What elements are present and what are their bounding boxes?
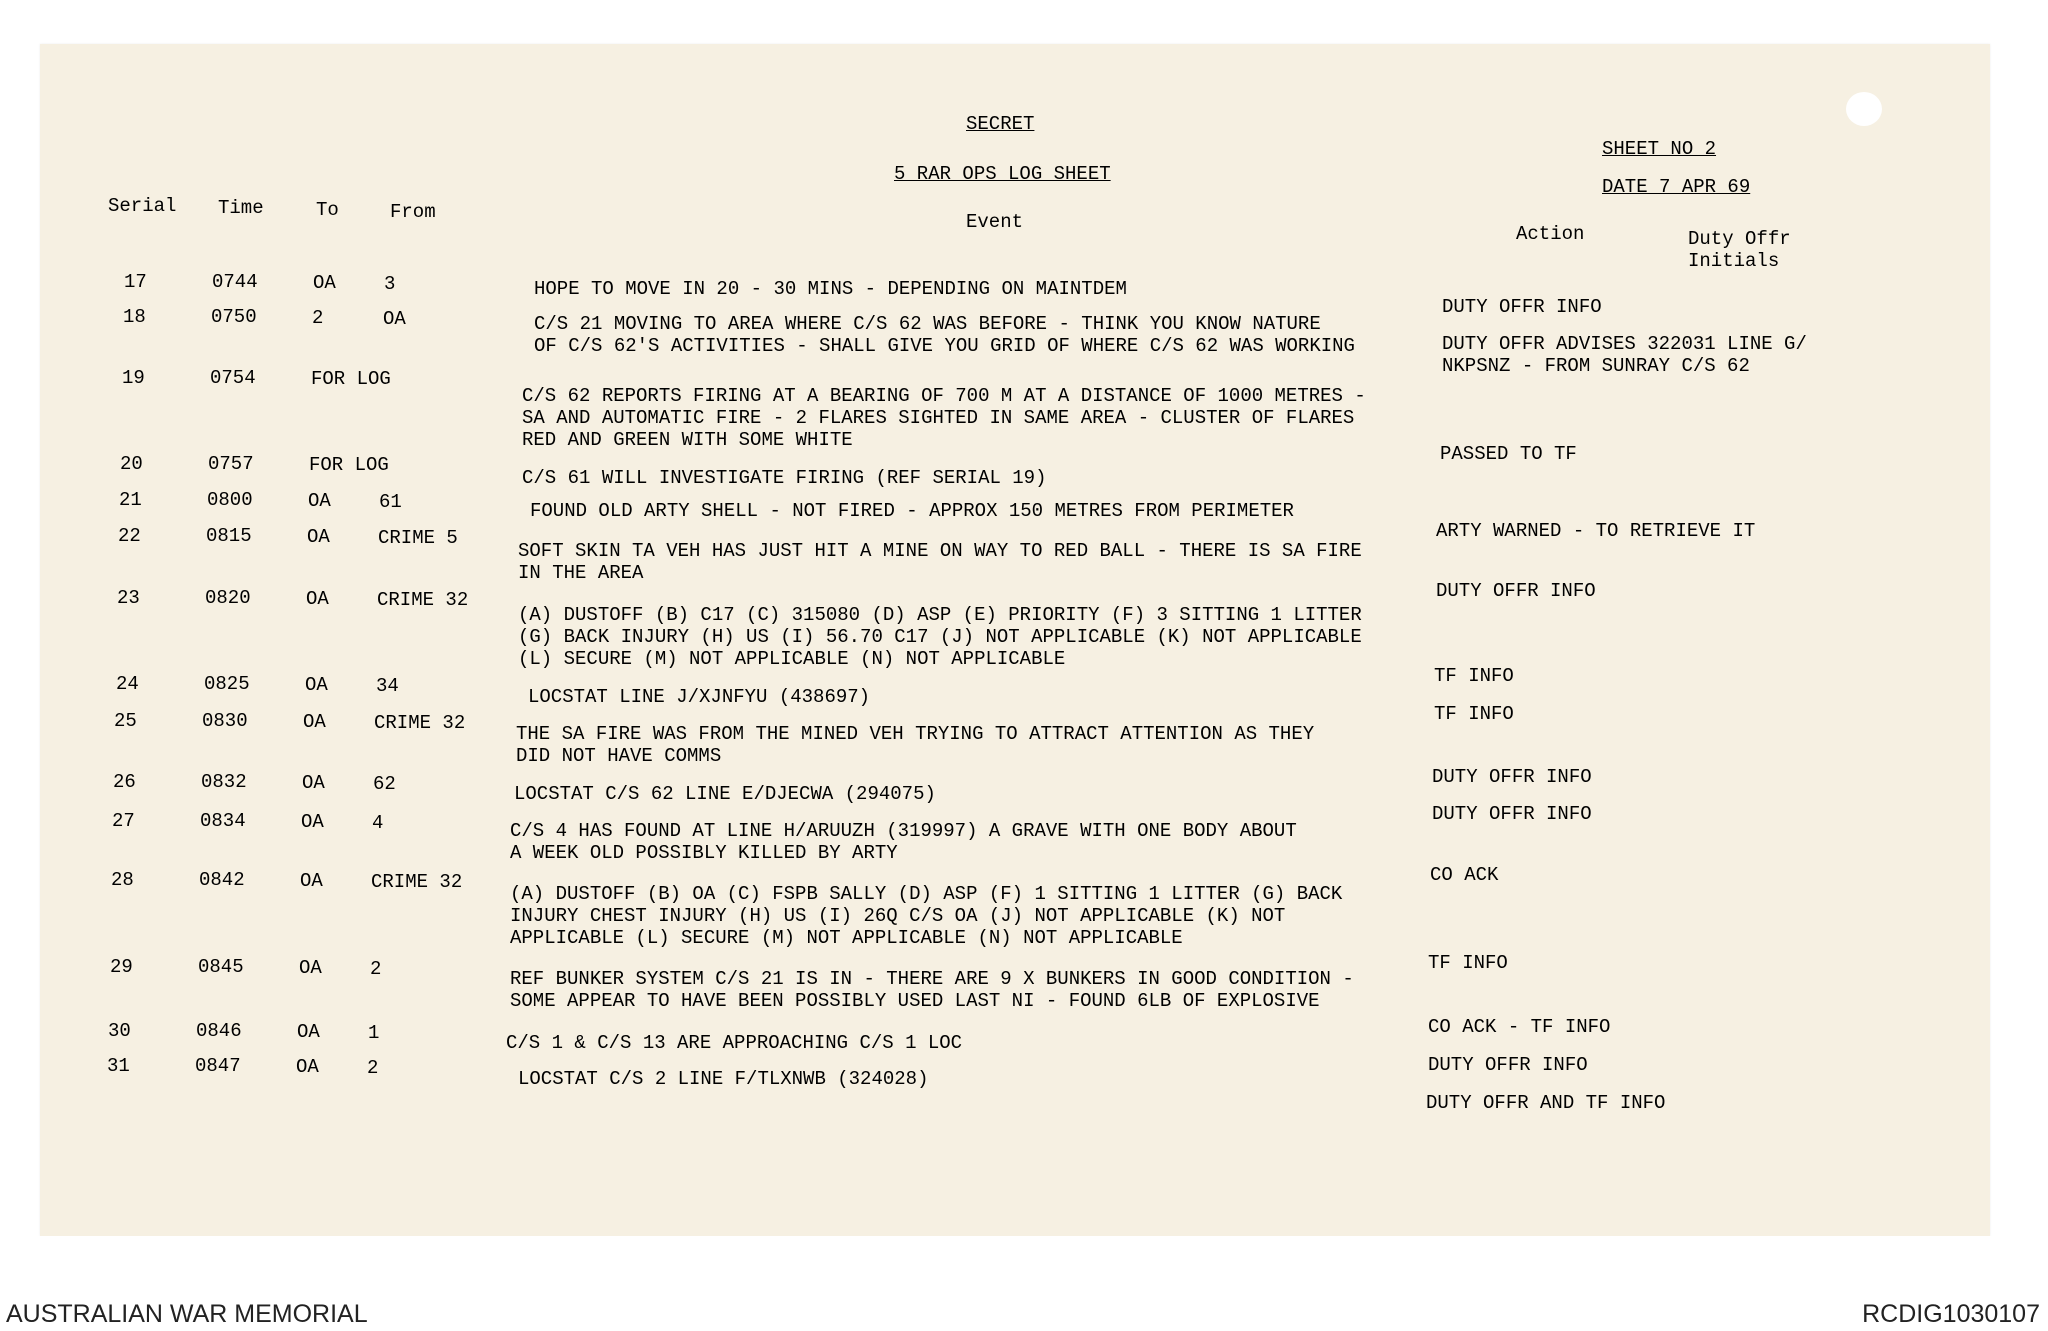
time-cell: 0830 bbox=[202, 710, 248, 732]
action-cell: CO ACK - TF INFO bbox=[1428, 1016, 1611, 1038]
serial-cell: 22 bbox=[118, 525, 141, 547]
serial-cell: 29 bbox=[110, 956, 133, 978]
to-cell: OA bbox=[308, 490, 331, 512]
time-cell: 0815 bbox=[206, 525, 252, 547]
from-cell: 34 bbox=[376, 675, 399, 697]
event-cell: HOPE TO MOVE IN 20 - 30 MINS - DEPENDING ON MAINTDEM bbox=[534, 278, 1127, 300]
time-cell: 0754 bbox=[210, 367, 256, 389]
to-cell: OA bbox=[299, 957, 322, 979]
time-cell: 0846 bbox=[196, 1020, 242, 1042]
to-cell: OA bbox=[303, 711, 326, 733]
sheet-number: SHEET NO 2 bbox=[1602, 138, 1717, 160]
to-cell: OA bbox=[301, 811, 324, 833]
time-cell: 0750 bbox=[211, 306, 257, 328]
serial-cell: 28 bbox=[111, 869, 134, 891]
to-cell: OA bbox=[297, 1021, 320, 1043]
serial-cell: 30 bbox=[108, 1020, 131, 1042]
action-cell: PASSED TO TF bbox=[1440, 443, 1577, 465]
action-cell: ARTY WARNED - TO RETRIEVE IT bbox=[1436, 520, 1756, 542]
action-cell: DUTY OFFR INFO bbox=[1432, 803, 1592, 825]
time-cell: 0842 bbox=[199, 869, 245, 891]
column-header-serial: Serial bbox=[108, 195, 177, 217]
to-cell: OA bbox=[302, 772, 325, 794]
event-cell: LOCSTAT LINE J/XJNFYU (438697) bbox=[528, 686, 871, 708]
to-cell: 2 bbox=[312, 307, 324, 329]
document-title: 5 RAR OPS LOG SHEET bbox=[894, 163, 1111, 185]
from-cell: OA bbox=[383, 308, 406, 330]
to-cell: FOR LOG bbox=[309, 454, 389, 476]
from-cell: 2 bbox=[370, 958, 382, 980]
time-cell: 0800 bbox=[207, 489, 253, 511]
time-cell: 0820 bbox=[205, 587, 251, 609]
event-cell: C/S 4 HAS FOUND AT LINE H/ARUUZH (319997) A GRAVE WITH ONE BODY ABOUT A WEEK OLD POSSIBLY KILLED BY ARTY bbox=[510, 820, 1297, 864]
action-cell: DUTY OFFR INFO bbox=[1428, 1054, 1588, 1076]
serial-cell: 19 bbox=[122, 367, 145, 389]
column-header-event: Event bbox=[966, 211, 1024, 233]
serial-cell: 18 bbox=[123, 306, 146, 328]
from-cell: CRIME 5 bbox=[378, 527, 458, 549]
event-cell: C/S 21 MOVING TO AREA WHERE C/S 62 WAS BEFORE - THINK YOU KNOW NATURE OF C/S 62'S ACTIVITIES - SHALL GIVE YOU GRID OF WHERE C/S 62 WAS WORKING bbox=[534, 313, 1355, 357]
action-cell: CO ACK bbox=[1430, 864, 1499, 886]
time-cell: 0847 bbox=[195, 1055, 241, 1077]
from-cell: CRIME 32 bbox=[377, 589, 469, 611]
to-cell: OA bbox=[305, 674, 328, 696]
from-cell: 2 bbox=[367, 1057, 379, 1079]
action-cell: DUTY OFFR INFO bbox=[1432, 766, 1592, 788]
column-header-duty-offr-initials: Duty Offr Initials bbox=[1688, 228, 1791, 272]
footer-record-id: RCDIG1030107 bbox=[1862, 1300, 2040, 1328]
from-cell: 1 bbox=[368, 1022, 380, 1044]
to-cell: OA bbox=[313, 272, 336, 294]
time-cell: 0757 bbox=[208, 453, 254, 475]
serial-cell: 27 bbox=[112, 810, 135, 832]
serial-cell: 21 bbox=[119, 489, 142, 511]
serial-cell: 24 bbox=[116, 673, 139, 695]
serial-cell: 25 bbox=[114, 710, 137, 732]
to-cell: FOR LOG bbox=[311, 368, 391, 390]
time-cell: 0845 bbox=[198, 956, 244, 978]
serial-cell: 31 bbox=[107, 1055, 130, 1077]
from-cell: 61 bbox=[379, 491, 402, 513]
column-header-time: Time bbox=[218, 197, 264, 219]
action-cell: DUTY OFFR ADVISES 322031 LINE G/ NKPSNZ - FROM SUNRAY C/S 62 bbox=[1442, 333, 1807, 377]
action-cell: DUTY OFFR INFO bbox=[1436, 580, 1596, 602]
time-cell: 0744 bbox=[212, 271, 258, 293]
event-cell: FOUND OLD ARTY SHELL - NOT FIRED - APPROX 150 METRES FROM PERIMETER bbox=[530, 500, 1294, 522]
to-cell: OA bbox=[296, 1056, 319, 1078]
to-cell: OA bbox=[300, 870, 323, 892]
serial-cell: 17 bbox=[124, 271, 147, 293]
serial-cell: 26 bbox=[113, 771, 136, 793]
trailing-action: DUTY OFFR AND TF INFO bbox=[1426, 1092, 1666, 1114]
time-cell: 0832 bbox=[201, 771, 247, 793]
action-cell: TF INFO bbox=[1428, 952, 1508, 974]
action-cell: TF INFO bbox=[1434, 703, 1514, 725]
from-cell: 62 bbox=[373, 773, 396, 795]
punch-hole bbox=[1846, 92, 1882, 126]
sheet-date: DATE 7 APR 69 bbox=[1602, 176, 1751, 198]
column-header-from: From bbox=[390, 201, 436, 223]
time-cell: 0834 bbox=[200, 810, 246, 832]
serial-cell: 20 bbox=[120, 453, 143, 475]
time-cell: 0825 bbox=[204, 673, 250, 695]
event-cell: C/S 61 WILL INVESTIGATE FIRING (REF SERIAL 19) bbox=[522, 467, 1047, 489]
event-cell: (A) DUSTOFF (B) OA (C) FSPB SALLY (D) ASP (F) 1 SITTING 1 LITTER (G) BACK INJURY CHEST INJURY (H) US (I) 26Q C/S OA (J) NOT APPLICABLE (K) NOT APPLICABLE (L) SECURE (M) NOT APPLICABLE (N) NOT APPLICABLE bbox=[510, 883, 1343, 949]
classification-label: SECRET bbox=[966, 113, 1035, 135]
event-cell: LOCSTAT C/S 62 LINE E/DJECWA (294075) bbox=[514, 783, 936, 805]
column-header-action: Action bbox=[1516, 223, 1585, 245]
column-header-to: To bbox=[316, 199, 339, 221]
footer-institution: AUSTRALIAN WAR MEMORIAL bbox=[6, 1300, 368, 1328]
action-cell: DUTY OFFR INFO bbox=[1442, 296, 1602, 318]
from-cell: 4 bbox=[372, 812, 384, 834]
event-cell: REF BUNKER SYSTEM C/S 21 IS IN - THERE ARE 9 X BUNKERS IN GOOD CONDITION - SOME APPEAR TO HAVE BEEN POSSIBLY USED LAST NI - FOUND 6LB OF EXPLOSIVE bbox=[510, 968, 1354, 1012]
serial-cell: 23 bbox=[117, 587, 140, 609]
action-cell: TF INFO bbox=[1434, 665, 1514, 687]
from-cell: CRIME 32 bbox=[371, 871, 463, 893]
event-cell: LOCSTAT C/S 2 LINE F/TLXNWB (324028) bbox=[518, 1068, 929, 1090]
event-cell: C/S 62 REPORTS FIRING AT A BEARING OF 700 M AT A DISTANCE OF 1000 METRES - SA AND AUTOMATIC FIRE - 2 FLARES SIGHTED IN SAME AREA - CLUSTER OF FLARES RED AND GREEN WITH SOME WHITE bbox=[522, 385, 1366, 451]
to-cell: OA bbox=[307, 526, 330, 548]
event-cell: SOFT SKIN TA VEH HAS JUST HIT A MINE ON WAY TO RED BALL - THERE IS SA FIRE IN THE AREA bbox=[518, 540, 1362, 584]
to-cell: OA bbox=[306, 588, 329, 610]
from-cell: CRIME 32 bbox=[374, 712, 466, 734]
event-cell: C/S 1 & C/S 13 ARE APPROACHING C/S 1 LOC bbox=[506, 1032, 963, 1054]
event-cell: THE SA FIRE WAS FROM THE MINED VEH TRYING TO ATTRACT ATTENTION AS THEY DID NOT HAVE COMMS bbox=[516, 723, 1315, 767]
event-cell: (A) DUSTOFF (B) C17 (C) 315080 (D) ASP (E) PRIORITY (F) 3 SITTING 1 LITTER (G) BACK INJURY (H) US (I) 56.70 C17 (J) NOT APPLICABLE (K) NOT APPLICABLE (L) SECURE (M) NOT APPLICABLE (N) NOT APPLICABLE bbox=[518, 604, 1362, 670]
from-cell: 3 bbox=[384, 273, 396, 295]
